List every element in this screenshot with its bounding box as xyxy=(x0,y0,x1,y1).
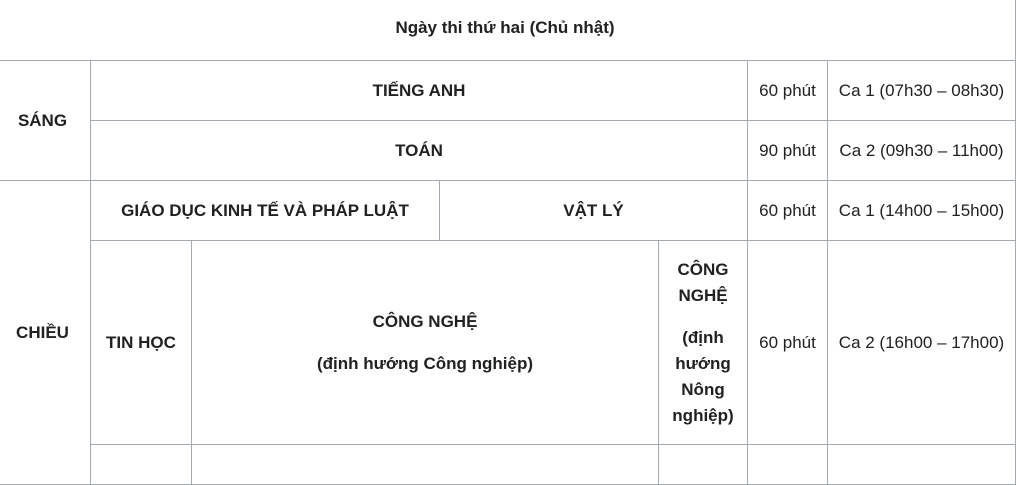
subject-english: TIẾNG ANH xyxy=(91,61,748,121)
technology-industrial-title: CÔNG NGHỆ xyxy=(372,311,478,331)
day-header: Ngày thi thứ hai (Chủ nhật) xyxy=(0,0,1016,61)
subject-technology-industrial xyxy=(192,241,659,445)
session-afternoon: CHIỀU xyxy=(0,181,91,485)
technology-agri-line-1: CÔNG xyxy=(677,259,729,279)
subject-technology-agricultural xyxy=(659,241,748,445)
technology-agri-note-2: hướng xyxy=(675,353,731,373)
empty-cell xyxy=(659,445,748,485)
shift-english: Ca 1 (07h30 – 08h30) xyxy=(828,61,1016,121)
empty-cell xyxy=(828,445,1016,485)
shift-afternoon-1: Ca 1 (14h00 – 15h00) xyxy=(828,181,1016,241)
shift-math: Ca 2 (09h30 – 11h00) xyxy=(828,121,1016,181)
subject-physics: VẬT LÝ xyxy=(440,181,748,241)
header-row xyxy=(0,0,1016,61)
duration-english: 60 phút xyxy=(748,61,828,121)
subject-math: TOÁN xyxy=(91,121,748,181)
row-afternoon-1 xyxy=(0,181,1016,241)
technology-agri-note-3: Nông xyxy=(681,379,725,399)
technology-agri-note-1: (định xyxy=(682,327,724,347)
technology-agri-note-4: nghiệp) xyxy=(672,405,734,425)
duration-math: 90 phút xyxy=(748,121,828,181)
empty-cell xyxy=(748,445,828,485)
row-english xyxy=(0,61,1016,121)
shift-afternoon-2: Ca 2 (16h00 – 17h00) xyxy=(828,241,1016,445)
row-afternoon-2 xyxy=(0,241,1016,445)
empty-cell xyxy=(192,445,659,485)
row-continuation xyxy=(0,445,1016,485)
row-math xyxy=(0,121,1016,181)
duration-afternoon-2: 60 phút xyxy=(748,241,828,445)
subject-civic-education: GIÁO DỤC KINH TẾ VÀ PHÁP LUẬT xyxy=(91,181,440,241)
subject-informatics: TIN HỌC xyxy=(91,241,192,445)
technology-industrial-note: (định hướng Công nghiệp) xyxy=(316,353,534,373)
empty-cell xyxy=(91,445,192,485)
technology-agri-line-2: NGHỆ xyxy=(678,285,728,305)
duration-afternoon-1: 60 phút xyxy=(748,181,828,241)
session-morning: SÁNG xyxy=(0,61,91,181)
